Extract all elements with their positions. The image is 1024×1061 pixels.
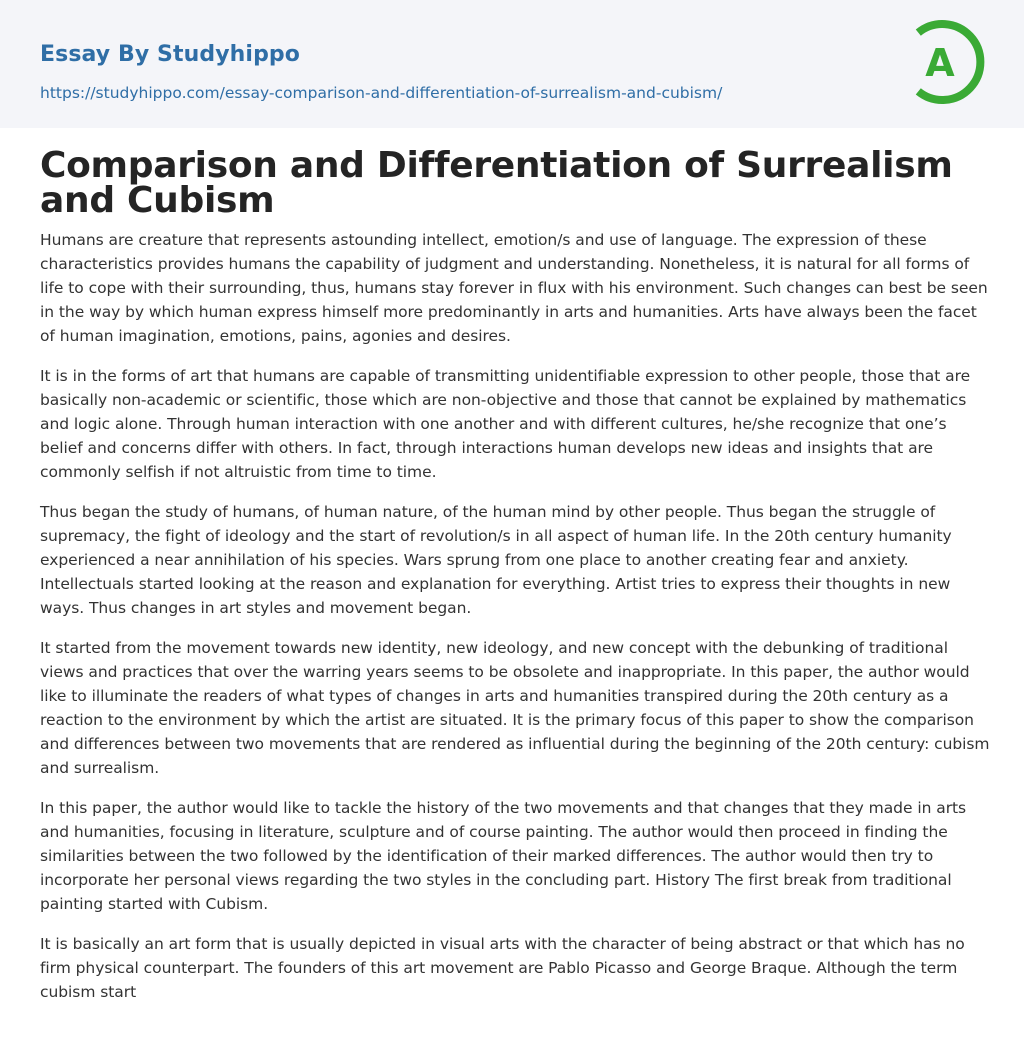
essay-paragraph: In this paper, the author would like to tackle the history of the two movements and that changes that they made in arts and humanities, focusing in literature, sculpture and of course painting. The author would then proceed in finding the similarities between the two followed by the identification of their marked differences. The author would then try to incorporate her personal views regarding the two styles in the concluding part. History The first break from traditional painting started with Cubism. bbox=[40, 799, 967, 913]
essay-paragraph: It started from the movement towards new identity, new ideology, and new concept with the debunking of traditional views and practices that over the warring years seems to be obsolete and inappropriate. In this paper, the author would like to illuminate the readers of what types of changes in arts and humanities transpired during the 20th century as a reaction to the environment by which the artist are situated. It is the primary focus of this paper to show the comparison and differences between two movements that are rendered as influential during the beginning of the 20th century: cubism and surrealism. bbox=[40, 639, 990, 777]
essay-paragraph: Humans are creature that represents astounding intellect, emotion/s and use of language. The expression of these characteristics provides humans the capability of judgment and understanding. Nonetheless, it is natural for all forms of life to cope with their surrounding, thus, humans stay forever in flux with his environment. Such changes can best be seen in the way by which human express himself more predominantly in arts and humanities. Arts have always been the facet of human imagination, emotions, pains, agonies and desires. bbox=[40, 231, 988, 345]
essay-body bbox=[40, 228, 990, 1020]
essay-paragraph: Thus began the study of humans, of human nature, of the human mind by other people. Thus began the struggle of supremacy, the fight of ideology and the start of revolution/s in all aspect of human life. In the 20th century humanity experienced a near annihilation of his species. Wars sprung from one place to another creating fear and anxiety. Intellectuals started looking at the reason and explanation for everything. Artist tries to express their thoughts in new ways. Thus changes in art styles and movement began. bbox=[40, 503, 952, 617]
logo-letter: A bbox=[925, 41, 955, 85]
essay-title: Comparison and Differentiation of Surrealism and Cubism bbox=[40, 145, 953, 221]
site-header bbox=[0, 0, 1024, 128]
essay-paragraph: It is basically an art form that is usually depicted in visual arts with the character of being abstract or that which has no firm physical counterpart. The founders of this art movement are Pablo Picasso and George Braque. Although the term cubism start bbox=[40, 935, 965, 1001]
studyhippo-logo-icon[interactable] bbox=[904, 18, 988, 106]
essay-paragraph: It is in the forms of art that humans are capable of transmitting unidentifiable expression to other people, those that are basically non-academic or scientific, those which are non-objective and those that cannot be explained by mathematics and logic alone. Through human interaction with one another and with different cultures, he/she recognize that one’s belief and concerns differ with others. In fact, through interactions human develops new ideas and insights that are commonly selfish if not altruistic from time to time. bbox=[40, 367, 971, 481]
brand-name[interactable]: Essay By Studyhippo bbox=[40, 42, 300, 67]
essay-url-link[interactable]: https://studyhippo.com/essay-comparison-and-differentiation-of-surrealism-and-cubism/ bbox=[40, 84, 723, 102]
